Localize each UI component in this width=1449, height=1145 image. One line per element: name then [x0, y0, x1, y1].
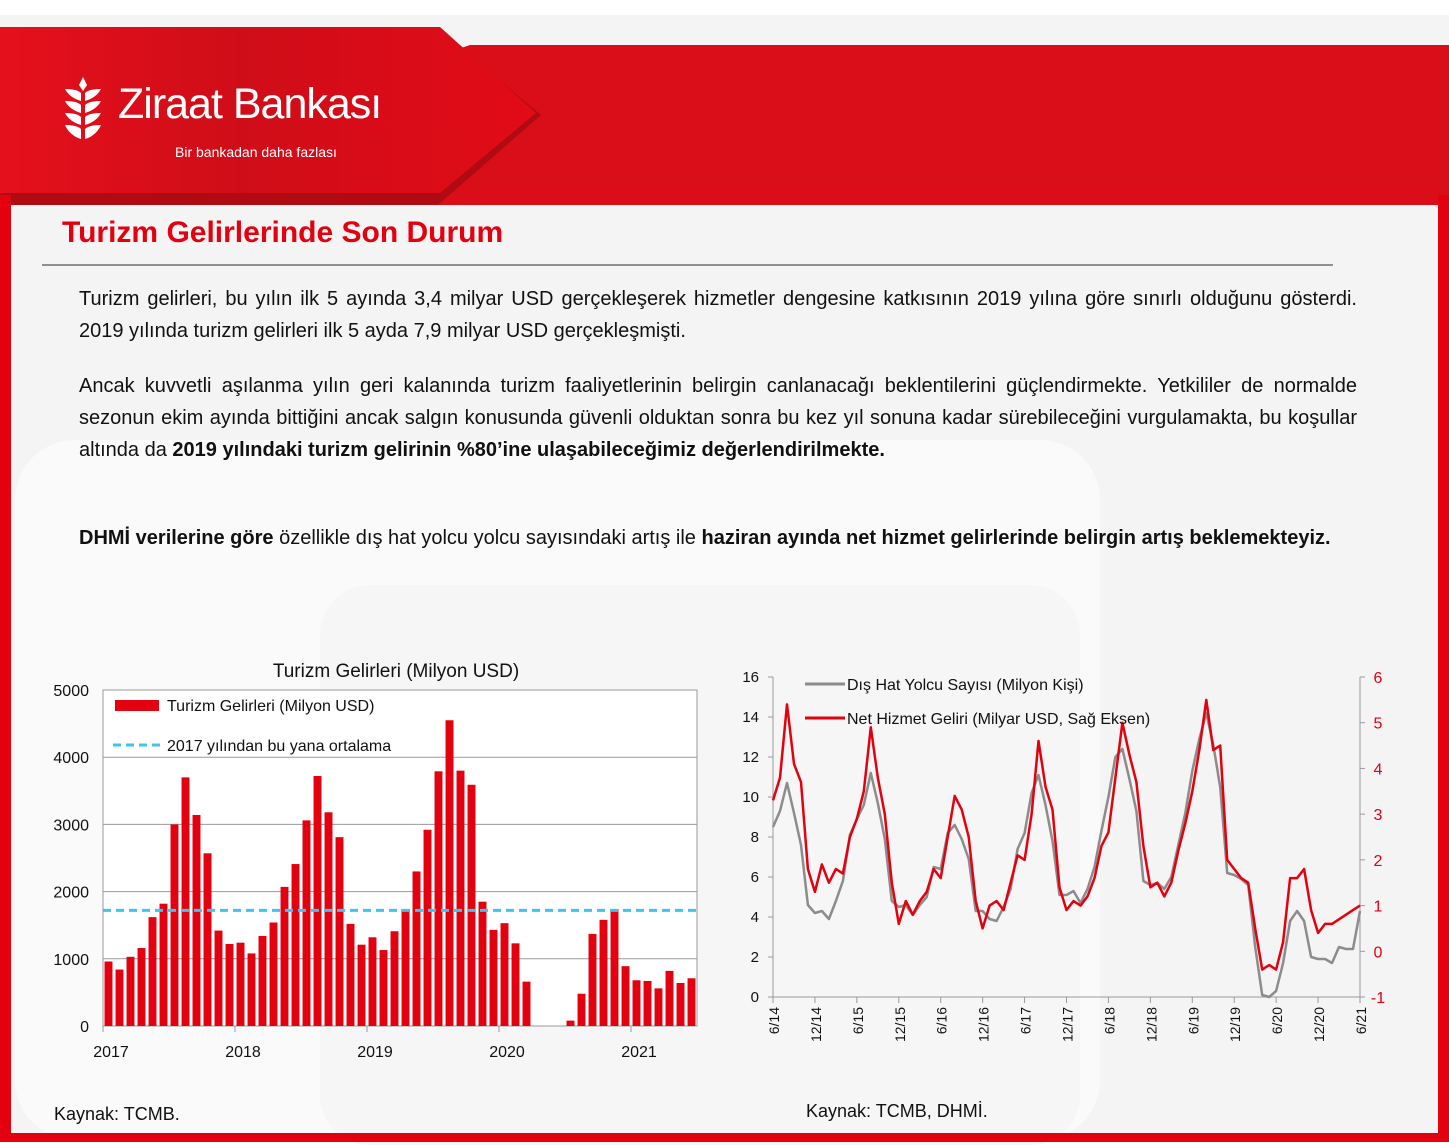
bar: [347, 924, 355, 1026]
right-tick-label: 4: [1373, 761, 1383, 779]
bar: [666, 971, 674, 1026]
bar: [105, 961, 113, 1026]
bar: [413, 871, 421, 1026]
bar: [600, 920, 608, 1026]
x-tick-label: 12/20: [1311, 1007, 1328, 1043]
page-title: Turizm Gelirlerinde Son Durum: [62, 216, 504, 249]
x-tick-label: 2020: [489, 1044, 525, 1061]
bar: [457, 771, 465, 1026]
left-tick-label: 4: [750, 909, 759, 926]
bar: [380, 950, 388, 1026]
bar: [468, 785, 476, 1026]
bar: [391, 931, 399, 1026]
bar: [567, 1021, 575, 1026]
bar: [512, 943, 520, 1026]
left-tick-label: 2: [750, 949, 759, 966]
bar: [259, 936, 267, 1026]
right-tick-label: 6: [1373, 670, 1383, 687]
right-tick-label: 2: [1373, 852, 1383, 870]
bar: [303, 820, 311, 1026]
left-tick-label: 6: [750, 869, 759, 886]
bar: [479, 902, 487, 1026]
x-tick-label: 2017: [93, 1044, 129, 1061]
right-tick-label: -1: [1370, 990, 1386, 1007]
left-tick-label: 10: [742, 789, 759, 806]
left-tick-label: 16: [742, 669, 759, 686]
brand-tagline: Bir bankadan daha fazlası: [175, 144, 337, 160]
x-tick-label: 2018: [225, 1044, 261, 1061]
legend-label-passengers: Dış Hat Yolcu Sayısı (Milyon Kişi): [847, 677, 1084, 694]
y-tick-label: 1000: [53, 951, 89, 969]
bar: [215, 931, 223, 1026]
y-tick-label: 0: [80, 1019, 89, 1036]
tourism-revenue-bar-chart: [0, 640, 740, 1070]
bar: [160, 904, 168, 1026]
bar: [116, 970, 124, 1026]
bar: [292, 864, 300, 1026]
paragraph-3-bold-2: haziran ayında net hizmet gelirlerinde belirgin artış beklemekteyiz.: [701, 527, 1331, 549]
y-tick-label: 5000: [53, 683, 89, 700]
bar: [358, 945, 366, 1026]
paragraph-3-text: özellikle dış hat yolcu yolcu sayısındaki artış ile: [273, 527, 702, 549]
bar: [633, 980, 641, 1026]
brand-name: Ziraat Bankası: [118, 80, 382, 128]
x-tick-label: 2021: [621, 1044, 657, 1061]
bar: [171, 824, 179, 1026]
x-tick-label: 6/14: [766, 1007, 782, 1035]
y-tick-label: 4000: [53, 750, 89, 768]
bar: [127, 957, 135, 1026]
x-tick-label: 12/15: [891, 1007, 908, 1043]
bar: [314, 776, 322, 1026]
paragraph-2: [79, 370, 1357, 466]
bar: [490, 930, 498, 1026]
series-line-service-income: [773, 700, 1360, 970]
x-tick-label: 6/17: [1017, 1007, 1034, 1035]
x-tick-label: 6/18: [1101, 1007, 1118, 1035]
bar: [688, 978, 696, 1026]
paragraph-2-text: Ancak kuvvetli aşılanma yılın geri kalanında turizm faaliyetlerinin belirgin canlanacağı beklentilerini güçlendirmekte. Yetkililer de normalde sezonun ekim ayında bittiğini ancak salgın konusunda güvenli olduktan sonra bu kez yıl sonuna kadar sürebileceğini vurgulamakta, bu koşullar altında da: [79, 375, 1357, 461]
legend-swatch-bars: [115, 700, 159, 711]
source-right: Kaynak: TCMB, DHMİ.: [806, 1101, 988, 1121]
bar: [325, 812, 333, 1026]
passenger-and-service-income-line-chart: [735, 640, 1435, 1070]
left-tick-label: 0: [750, 989, 759, 1006]
legend-label-bars: Turizm Gelirleri (Milyon USD): [167, 698, 375, 715]
x-tick-label: 6/16: [933, 1007, 950, 1035]
x-tick-label: 12/14: [807, 1007, 824, 1043]
y-tick-label: 2000: [53, 884, 89, 902]
y-tick-label: 3000: [53, 817, 89, 835]
bar: [655, 988, 663, 1026]
bar: [182, 777, 190, 1026]
right-tick-label: 1: [1373, 898, 1383, 916]
chart-title: Turizm Gelirleri (Milyon USD): [272, 661, 520, 682]
bar: [644, 981, 652, 1026]
right-tick-label: 0: [1373, 944, 1383, 962]
bar: [589, 934, 597, 1026]
bar: [523, 982, 531, 1026]
paragraph-3-bold-1: DHMİ verilerine göre: [79, 527, 274, 549]
legend-label-average: 2017 yılından bu yana ortalama: [167, 738, 392, 755]
x-tick-label: 12/18: [1143, 1007, 1160, 1043]
bar: [193, 815, 201, 1026]
x-tick-label: 6/21: [1353, 1007, 1369, 1035]
bar: [435, 771, 443, 1026]
bar: [501, 923, 509, 1026]
x-tick-label: 12/16: [975, 1007, 992, 1043]
x-tick-label: 2019: [357, 1044, 393, 1061]
bar: [424, 830, 432, 1026]
series-line-passengers: [773, 713, 1360, 997]
left-tick-label: 12: [742, 749, 759, 766]
bar: [611, 909, 619, 1026]
bar: [138, 948, 146, 1026]
bar: [336, 837, 344, 1026]
ziraat-wheat-logo-icon: [62, 77, 104, 145]
left-tick-label: 14: [742, 709, 759, 726]
bar: [578, 994, 586, 1026]
x-tick-label: 12/19: [1227, 1007, 1244, 1043]
paragraph-3: [79, 522, 1357, 554]
bar: [248, 953, 256, 1026]
x-tick-label: 6/15: [849, 1007, 866, 1035]
bar: [369, 937, 377, 1026]
x-tick-label: 6/19: [1185, 1007, 1202, 1035]
bar: [402, 909, 410, 1026]
title-divider: [42, 264, 1333, 266]
bar: [237, 943, 245, 1026]
bar: [446, 720, 454, 1026]
bar: [270, 923, 278, 1026]
right-tick-label: 3: [1373, 807, 1383, 825]
left-tick-label: 8: [750, 829, 759, 846]
bar: [677, 983, 685, 1026]
bar: [226, 944, 234, 1026]
right-tick-label: 5: [1373, 715, 1383, 733]
x-tick-label: 6/20: [1269, 1007, 1286, 1035]
x-tick-label: 12/17: [1059, 1007, 1076, 1043]
legend-label-service-income: Net Hizmet Geliri (Milyar USD, Sağ Eksen): [847, 711, 1151, 728]
bar: [281, 887, 289, 1026]
bar: [622, 966, 630, 1026]
paragraph-2-bold: 2019 yılındaki turizm gelirinin %80’ine ulaşabileceğimiz değerlendirilmekte.: [172, 439, 885, 461]
source-left: Kaynak: TCMB.: [54, 1104, 180, 1124]
bar: [149, 917, 157, 1026]
paragraph-1: Turizm gelirleri, bu yılın ilk 5 ayında 3,4 milyar USD gerçekleşerek hizmetler dengesine katkısının 2019 yılına göre sınırlı olduğunu gösterdi. 2019 yılında turizm gelirleri ilk 5 ayda 7,9 milyar USD gerçekleşmişti.: [79, 288, 1357, 342]
bar: [204, 853, 212, 1026]
